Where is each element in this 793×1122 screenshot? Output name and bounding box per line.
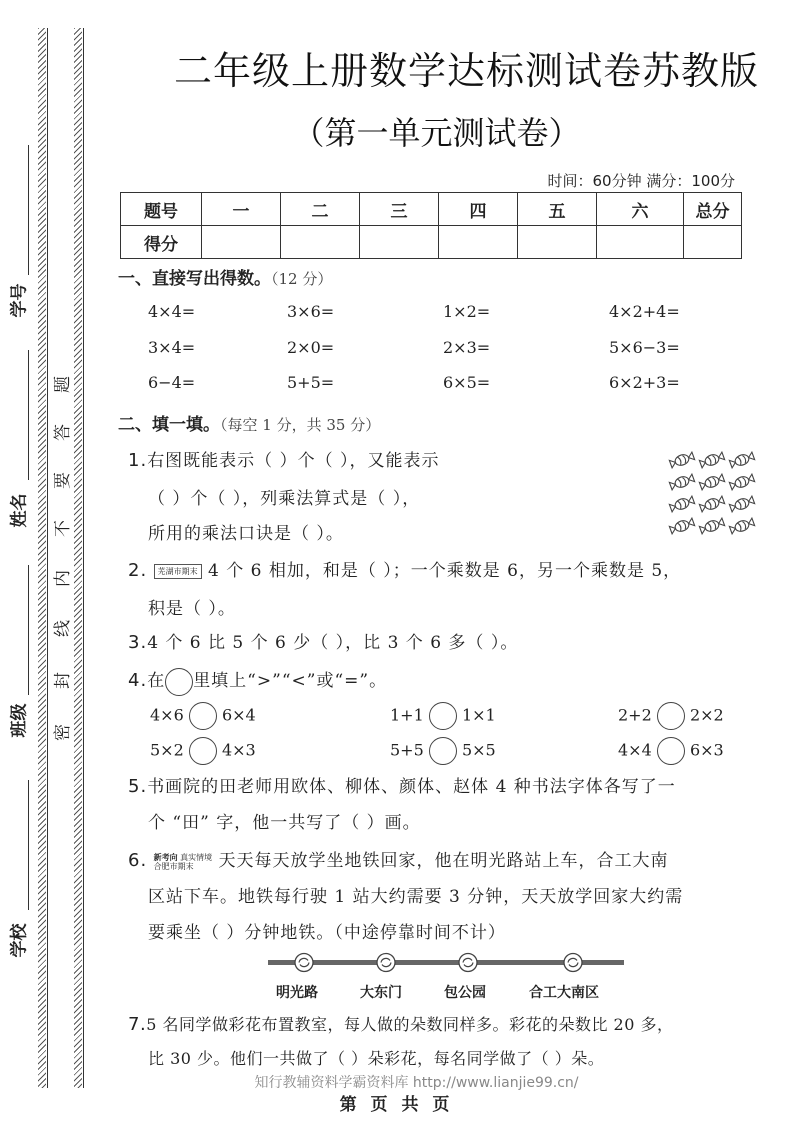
binding-line-right [83, 28, 84, 1088]
calc-item: 4×4= [148, 302, 196, 321]
compare-circle[interactable] [429, 737, 457, 765]
q2-line2: 积是（ ）。 [148, 599, 236, 619]
q5-line1 [128, 772, 676, 797]
q2-number: 2. [128, 560, 148, 581]
seal-char: 题 [53, 376, 73, 393]
q7-text-1: 5 名同学做彩花布置教室，每人做的朵数同样多。彩花的朵数比 20 多， [146, 1015, 674, 1034]
compare-item [618, 702, 724, 730]
q7-line2: 比 30 少。他们一共做了（ ）朵彩花，每名同学做了（ ）朵。 [148, 1049, 605, 1068]
calc-item: 3×4= [148, 338, 196, 357]
q4-line1 [128, 666, 387, 696]
q6-tag-a: 新考向 [153, 852, 178, 862]
field-class: 班级 [9, 703, 30, 738]
metro-station-icon [377, 954, 395, 972]
compare-circle[interactable] [189, 737, 217, 765]
station-label: 合工大南区 [529, 985, 599, 1001]
q6-tag-b: 真实情境 [180, 852, 213, 862]
binding-hatch-right [74, 28, 82, 1088]
page-subtitle: （第一单元测试卷） [292, 114, 581, 152]
q1-line2: （ ）个（ ），列乘法算式是（ ）， [148, 489, 421, 509]
q1-line1 [128, 446, 440, 471]
metro-station-icon [564, 954, 582, 972]
metro-station-icon [295, 954, 313, 972]
field-student-id: 学号 [9, 283, 30, 318]
q6-tag-c: 合肥市期末 [153, 861, 194, 871]
q6-line1 [128, 846, 669, 871]
score-cell[interactable] [439, 226, 518, 259]
seal-char: 不 [53, 520, 73, 537]
compare-item [390, 737, 496, 765]
section2-heading [118, 410, 380, 435]
score-row-label: 得分 [121, 226, 202, 259]
q3-line1 [128, 628, 518, 653]
compare-right: 6×3 [689, 740, 724, 760]
q6-text-1: 天天每天放学坐地铁回家，他在明光路站上车，合工大南 [218, 851, 669, 871]
field-class-line [28, 565, 29, 695]
seal-char: 线 [53, 620, 73, 637]
calc-item: 3×6= [287, 302, 335, 321]
score-table-score-row [121, 226, 742, 259]
compare-item [390, 702, 496, 730]
q4-text-pre: 在 [147, 671, 166, 691]
q5-text-1: 书画院的田老师用欧体、柳体、颜体、赵体 4 种书法字体各写了一 [147, 777, 676, 797]
candy-grid-image [666, 448, 758, 538]
compare-left: 4×4 [618, 740, 652, 760]
q6-line3: 要乘坐（ ）分钟地铁。（中途停靠时间不计） [148, 923, 506, 943]
score-table [120, 192, 742, 259]
candy-icon [729, 451, 755, 469]
score-cell[interactable] [281, 226, 360, 259]
footer-watermark: 知行教辅资料学霸资料库 http://www.lianjie99.cn/ [254, 1075, 579, 1091]
candy-icon [729, 495, 755, 513]
score-header-cell: 五 [518, 193, 597, 226]
compare-circle-sample [165, 668, 193, 696]
compare-right: 2×2 [689, 705, 724, 725]
compare-left: 4×6 [150, 705, 184, 725]
q3-number: 3. [128, 632, 148, 653]
calc-item: 6×2+3= [609, 373, 680, 392]
calc-item: 6−4= [148, 373, 196, 392]
q1-line3: 所用的乘法口诀是（ ）。 [148, 524, 344, 544]
candy-icon [699, 451, 725, 469]
compare-circle[interactable] [657, 737, 685, 765]
compare-left: 5×2 [150, 740, 184, 760]
q3-text-1: 4 个 6 比 5 个 6 少（ ），比 3 个 6 多（ ）。 [147, 633, 519, 653]
candy-icon [729, 473, 755, 491]
compare-right: 6×4 [221, 705, 256, 725]
score-table-header-row [121, 193, 742, 226]
compare-circle[interactable] [189, 702, 217, 730]
calc-item: 2×0= [287, 338, 335, 357]
q5-line2: 个 “田” 字，他一共写了（ ）画。 [148, 813, 421, 833]
seal-char: 内 [53, 570, 73, 587]
compare-right: 5×5 [461, 740, 496, 760]
station-label: 包公园 [444, 985, 486, 1001]
q6-line2: 区站下车。地铁每行驶 1 站大约需要 3 分钟，天天放学回家大约需 [148, 887, 684, 907]
candy-icon [699, 473, 725, 491]
section1-heading [118, 264, 332, 289]
q4-number: 4. [128, 670, 148, 691]
calc-item: 1×2= [443, 302, 491, 321]
score-header-cell: 一 [202, 193, 281, 226]
compare-right: 1×1 [461, 705, 496, 725]
score-cell[interactable] [518, 226, 597, 259]
station-label: 明光路 [276, 985, 318, 1001]
candy-icon [699, 517, 725, 535]
calc-item: 4×2+4= [609, 302, 680, 321]
candy-icon [699, 495, 725, 513]
compare-circle[interactable] [657, 702, 685, 730]
score-header-cell: 四 [439, 193, 518, 226]
seal-char: 密 [53, 724, 73, 741]
q1-text-1: 右图既能表示（ ）个（ ），又能表示 [147, 451, 440, 471]
score-header-cell: 二 [281, 193, 360, 226]
page-title: 二年级上册数学达标测试卷苏教版 [173, 49, 759, 93]
seal-char: 要 [53, 472, 73, 489]
calc-item: 6×5= [443, 373, 491, 392]
q4-text-post: 里填上“>”“<”或“=”。 [193, 671, 388, 691]
score-cell[interactable] [597, 226, 684, 259]
compare-item [618, 737, 724, 765]
q2-source-tag: 芜湖市期末 [154, 564, 202, 579]
binding-hatch-left [38, 28, 46, 1088]
calc-item: 5+5= [287, 373, 335, 392]
q1-number: 1. [128, 450, 148, 471]
compare-circle[interactable] [429, 702, 457, 730]
compare-left: 5+5 [390, 740, 424, 760]
seal-char: 封 [53, 672, 73, 689]
score-header-cell: 题号 [121, 193, 202, 226]
compare-item [150, 702, 256, 730]
compare-left: 2+2 [618, 705, 652, 725]
q7-line1 [128, 1012, 674, 1035]
field-school: 学校 [9, 923, 30, 958]
score-cell[interactable] [360, 226, 439, 259]
field-name-line [28, 350, 29, 480]
time-info: 时间：60分钟 满分：100分 [547, 172, 735, 190]
q7-number: 7. [128, 1014, 147, 1035]
page-number: 第 页 共 页 [339, 1095, 454, 1115]
score-header-cell: 六 [597, 193, 684, 226]
metro-station-icon [459, 954, 477, 972]
station-label: 大东门 [360, 985, 402, 1001]
calc-item: 2×3= [443, 338, 491, 357]
q6-source-tag [154, 853, 213, 871]
q5-number: 5. [128, 776, 148, 797]
q2-line1 [128, 556, 681, 581]
compare-left: 1+1 [390, 705, 424, 725]
candy-icon [729, 517, 755, 535]
candy-icon [669, 495, 695, 513]
section1-title: 一、直接写出得数。 [118, 269, 271, 289]
compare-right: 4×3 [221, 740, 256, 760]
field-name: 姓名 [9, 493, 30, 528]
field-school-line [28, 780, 29, 910]
section2-points: （每空 1 分，共 35 分） [220, 416, 381, 434]
score-header-cell: 三 [360, 193, 439, 226]
score-header-cell: 总分 [684, 193, 742, 226]
seal-char: 答 [53, 424, 73, 441]
score-cell[interactable] [684, 226, 742, 259]
candy-icon [669, 451, 695, 469]
compare-item [150, 737, 256, 765]
score-cell[interactable] [202, 226, 281, 259]
field-student-id-line [28, 145, 29, 275]
section2-title: 二、填一填。 [118, 415, 220, 435]
candy-icon [669, 517, 695, 535]
binding-line-left [47, 28, 48, 1088]
q6-number: 6. [128, 850, 148, 871]
section1-points: （12 分） [271, 270, 333, 288]
candy-icon [669, 473, 695, 491]
calc-item: 5×6−3= [609, 338, 680, 357]
q2-text-1: 4 个 6 相加，和是（ ）；一个乘数是 6，另一个乘数是 5， [208, 561, 682, 581]
